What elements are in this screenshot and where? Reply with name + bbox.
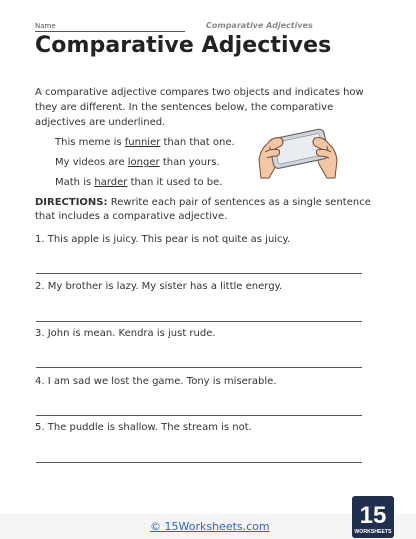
answer-line[interactable] xyxy=(36,367,362,368)
answer-line[interactable] xyxy=(36,321,362,322)
logo-number: 15 xyxy=(359,502,387,529)
example-sentences xyxy=(55,133,235,193)
example-sentence: This meme is funnier than that one. xyxy=(55,137,235,148)
intro-paragraph: A comparative adjective compares two objects and indicates how they are different. In the sentences below, the comparative adjectives are underlined. xyxy=(35,87,364,128)
directions-label: DIRECTIONS: xyxy=(35,197,108,208)
question-item: 2. My brother is lazy. My sister has a little energy. xyxy=(35,281,283,292)
question-item: 1. This apple is juicy. This pear is not quite as juicy. xyxy=(35,234,291,245)
logo-text: WORKSHEETS xyxy=(354,529,392,535)
underlined-adjective: funnier xyxy=(124,137,161,148)
name-label: Name xyxy=(35,22,56,30)
answer-line[interactable] xyxy=(36,415,362,416)
underlined-adjective: longer xyxy=(127,157,160,168)
question-item: 3. John is mean. Kendra is just rude. xyxy=(35,328,216,339)
answer-line[interactable] xyxy=(36,273,362,274)
directions xyxy=(35,196,375,224)
directions-text: Rewrite each pair of sentences as a single sentence that includes a comparative adjective. xyxy=(35,197,371,222)
answer-line[interactable] xyxy=(36,462,362,463)
example-sentence: My videos are longer than yours. xyxy=(55,157,220,168)
header-worksheet-title: Comparative Adjectives xyxy=(206,21,313,30)
15worksheets-logo xyxy=(352,496,394,538)
question-item: 4. I am sad we lost the game. Tony is miserable. xyxy=(35,376,277,387)
underlined-adjective: harder xyxy=(94,177,128,188)
question-item: 5. The puddle is shallow. The stream is not. xyxy=(35,422,252,433)
copyright-link[interactable]: © 15Worksheets.com xyxy=(150,520,270,533)
hands-holding-phone-icon xyxy=(257,120,339,182)
page-title: Comparative Adjectives xyxy=(35,33,332,58)
example-sentence: Math is harder than it used to be. xyxy=(55,177,223,188)
name-field xyxy=(35,22,185,32)
